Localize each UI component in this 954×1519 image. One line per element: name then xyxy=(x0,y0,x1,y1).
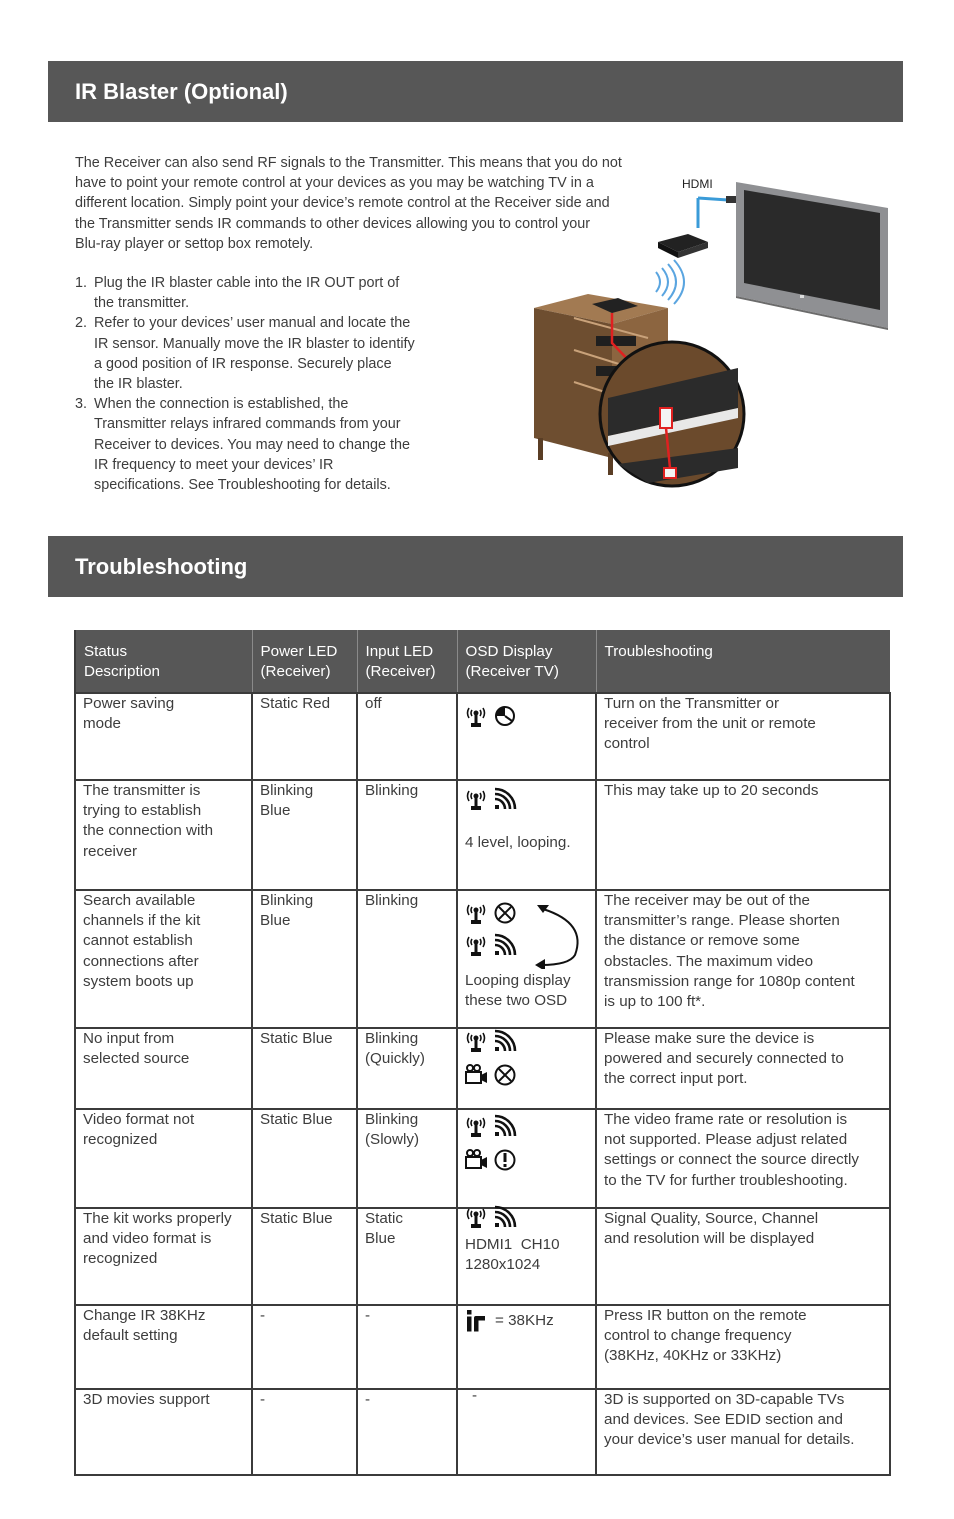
warning-icon xyxy=(493,1148,517,1172)
step-line: Plug the IR blaster cable into the IR OUT port of xyxy=(94,275,400,291)
step-line: the transmitter. xyxy=(94,295,190,312)
troubleshooting-cell: Turn on the Transmitter or receiver from the unit or remote control xyxy=(596,693,890,780)
magnified-detail xyxy=(600,342,744,486)
table-row xyxy=(75,780,890,890)
header-troubleshooting: Troubleshooting xyxy=(596,630,890,693)
intro-line: the Transmitter sends IR commands to other devices allowing you to control your xyxy=(75,215,591,232)
step-line: Transmitter relays infrared commands from your xyxy=(94,416,401,433)
no-signal-icon xyxy=(493,1063,517,1087)
antenna-icon xyxy=(465,933,489,957)
power-led-cell: Blinking Blue xyxy=(252,780,357,890)
step-line: IR frequency to meet your devices’ IR xyxy=(94,456,334,473)
receiver-image xyxy=(658,234,708,258)
header-status: Status Description xyxy=(75,630,252,693)
troubleshooting-cell: The video frame rate or resolution is not supported. Please adjust related settings or connect the source directly to the TV for further troubleshooting. xyxy=(596,1109,890,1208)
step-line: Refer to your devices’ user manual and locate the xyxy=(94,315,411,332)
power-led-cell: Static Red xyxy=(252,693,357,780)
step-line: IR sensor. Manually move the IR blaster to identify xyxy=(94,335,415,352)
troubleshooting-table xyxy=(74,630,891,1476)
power-led-cell: Static Blue xyxy=(252,1208,357,1305)
osd-note: these two OSD xyxy=(465,992,568,1010)
status-cell: No input from selected source xyxy=(75,1028,252,1109)
status-cell: The kit works properly and video format is recognized xyxy=(75,1208,252,1305)
antenna-icon xyxy=(465,1114,489,1138)
table-row xyxy=(75,1028,890,1109)
antenna-icon xyxy=(465,704,489,728)
osd-cell: - xyxy=(457,1389,596,1475)
signal-icon xyxy=(493,933,517,957)
input-led-cell: Blinking (Slowly) xyxy=(357,1109,457,1208)
input-led-cell: off xyxy=(357,693,457,780)
intro-line: Blu-ray player or settop box remotely. xyxy=(75,235,314,252)
status-cell: Search available channels if the kit cannot establish connections after system boots up xyxy=(75,890,252,1028)
ir-blaster-illustration xyxy=(528,168,900,490)
input-led-cell: - xyxy=(357,1389,457,1475)
osd-note: 4 level, looping. xyxy=(465,834,571,851)
osd-cell xyxy=(457,693,596,780)
intro-line: have to point your remote control at your devices as you may be watching TV in a xyxy=(75,175,594,192)
tv-image xyxy=(736,182,888,330)
troubleshooting-cell: Please make sure the device is powered and securely connected to the correct input port. xyxy=(596,1028,890,1109)
osd-cell xyxy=(457,780,596,890)
input-led-cell: Blinking xyxy=(357,780,457,890)
input-led-cell: Blinking (Quickly) xyxy=(357,1028,457,1109)
table-row xyxy=(75,693,890,780)
camera-icon xyxy=(465,1063,489,1087)
header-osd-display: OSD Display (Receiver TV) xyxy=(457,630,596,693)
ir-frequency-value: = 38KHz xyxy=(495,1311,554,1329)
header-input-led: Input LED (Receiver) xyxy=(357,630,457,693)
osd-note: Looping display xyxy=(465,972,571,989)
troubleshooting-cell: Press IR button on the remote control to change frequency (38KHz, 40KHz or 33KHz) xyxy=(596,1305,890,1389)
intro-line: different location. Simply point your device’s remote control at the Receiver side and xyxy=(75,195,610,212)
troubleshooting-cell: This may take up to 20 seconds xyxy=(596,780,890,890)
no-signal-icon xyxy=(493,901,517,925)
osd-cell xyxy=(457,890,596,1028)
intro-line: The Receiver can also send RF signals to the Transmitter. This means that you do not xyxy=(75,155,622,171)
hdmi-label: HDMI xyxy=(682,177,713,191)
table-row xyxy=(75,890,890,1028)
ir-icon xyxy=(465,1308,491,1334)
osd-note: 1280x1024 xyxy=(465,1256,541,1274)
table-row xyxy=(75,1208,890,1305)
step-number: 2. xyxy=(75,315,88,332)
step-line: specifications. See Troubleshooting for details. xyxy=(94,477,391,494)
header-power-led: Power LED (Receiver) xyxy=(252,630,357,693)
input-led-cell: Blinking xyxy=(357,890,457,1028)
step-line: a good position of IR response. Securely place xyxy=(94,355,392,372)
osd-note: HDMI1 CH10 xyxy=(465,1236,560,1253)
step-line: the IR blaster. xyxy=(94,376,183,393)
osd-cell xyxy=(457,1028,596,1109)
step-line: Receiver to devices. You may need to change the xyxy=(94,436,411,453)
troubleshooting-cell: Signal Quality, Source, Channel and resolution will be displayed xyxy=(596,1208,890,1305)
antenna-icon xyxy=(465,787,489,811)
osd-cell xyxy=(457,1305,596,1389)
antenna-icon xyxy=(465,1029,489,1053)
table-row xyxy=(75,1389,890,1475)
step-line: When the connection is established, the xyxy=(94,396,349,413)
table-row xyxy=(75,1109,890,1208)
signal-icon xyxy=(493,787,517,811)
troubleshooting-cell: 3D is supported on 3D-capable TVs and devices. See EDID section and your device’s user manual for details. xyxy=(596,1389,890,1475)
input-led-cell: - xyxy=(357,1305,457,1389)
power-led-cell: Blinking Blue xyxy=(252,890,357,1028)
signal-icon xyxy=(493,1029,517,1053)
power-led-cell: - xyxy=(252,1305,357,1389)
status-cell: The transmitter is trying to establish the connection with receiver xyxy=(75,780,252,890)
signal-icon xyxy=(493,1205,517,1229)
antenna-icon xyxy=(465,1205,489,1229)
input-led-cell: Static Blue xyxy=(357,1208,457,1305)
signal-icon xyxy=(493,1114,517,1138)
ir-blaster-steps xyxy=(75,273,440,495)
loop-arrow-icon xyxy=(535,903,585,969)
status-cell: Change IR 38KHz default setting xyxy=(75,1305,252,1389)
step-item xyxy=(75,313,440,394)
power-led-cell: - xyxy=(252,1389,357,1475)
osd-cell xyxy=(457,1109,596,1208)
power-led-cell: Static Blue xyxy=(252,1028,357,1109)
table-header-row xyxy=(75,630,890,693)
osd-cell xyxy=(457,1208,596,1305)
antenna-icon xyxy=(465,901,489,925)
step-item xyxy=(75,273,440,313)
step-number: 1. xyxy=(75,275,88,291)
status-cell: Video format not recognized xyxy=(75,1109,252,1208)
rf-waves-icon xyxy=(656,260,684,304)
sleep-icon xyxy=(493,704,517,728)
troubleshooting-cell: The receiver may be out of the transmitter’s range. Please shorten the distance or remove some obstacles. The maximum video transmission range for 1080p content is up to 100 ft*. xyxy=(596,890,890,1028)
step-item xyxy=(75,394,440,495)
status-cell: 3D movies support xyxy=(75,1389,252,1475)
section-header-ir-blaster: IR Blaster (Optional) xyxy=(48,61,903,122)
status-cell: Power saving mode xyxy=(75,693,252,780)
table-row xyxy=(75,1305,890,1389)
section-header-troubleshooting: Troubleshooting xyxy=(48,536,903,597)
camera-icon xyxy=(465,1148,489,1172)
power-led-cell: Static Blue xyxy=(252,1109,357,1208)
step-number: 3. xyxy=(75,396,88,413)
